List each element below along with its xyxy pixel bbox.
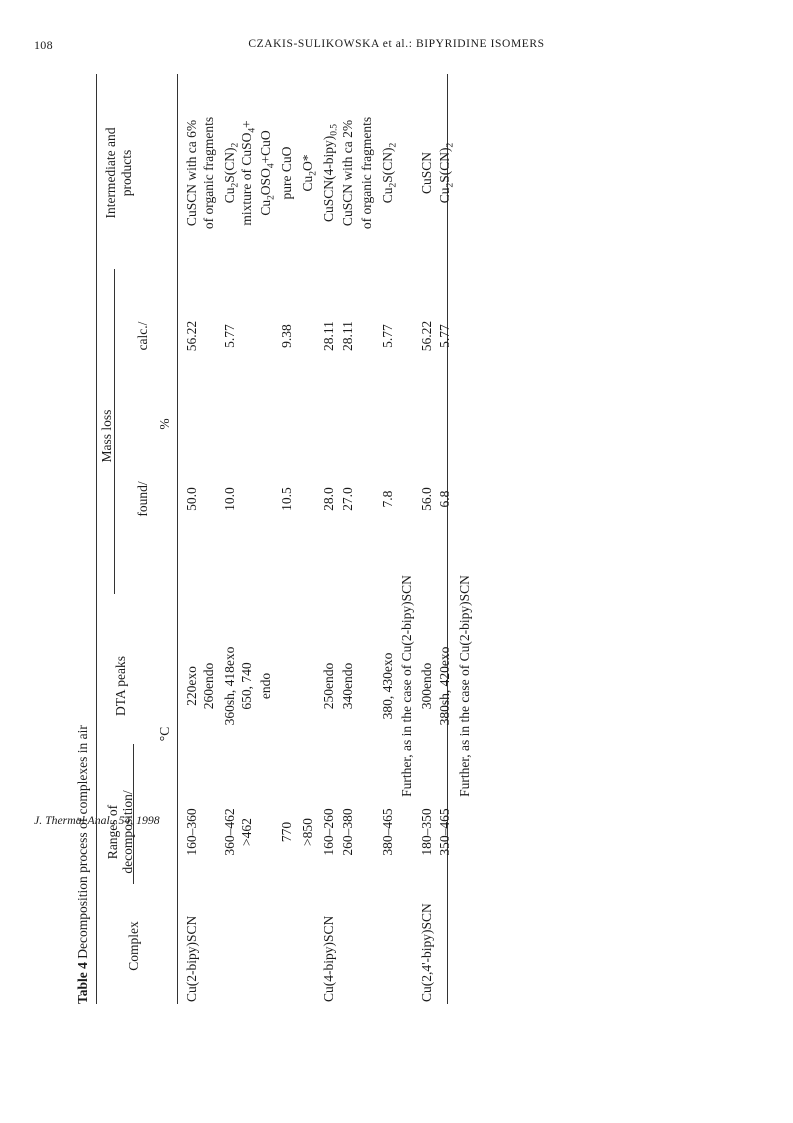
table-cell-product: $CuSCN(4-bipy)_{0.5}$ [321, 123, 340, 223]
table-cell-calc: 56.22 [184, 320, 199, 352]
table-cell-product: mixture of CuSO$_4$+ [239, 120, 258, 226]
table-cell-product: $Cu_2S(CN)_2$ [380, 142, 399, 204]
table-cell-found: 28.0 [321, 487, 336, 511]
table-cell-range: >850 [300, 818, 315, 846]
table-cell-dta: Further, as in the case of Cu(2-bipy)SCN [399, 575, 414, 797]
header-unit-temp: °C [157, 726, 172, 742]
header-complex: Complex [126, 921, 141, 971]
table-cell-calc: 28.11 [321, 321, 336, 351]
top-rule [96, 74, 97, 1004]
table-cell-range: 770 [279, 821, 294, 843]
table-cell-dta: 340endo [340, 662, 355, 710]
table-cell-found: 56.0 [419, 487, 434, 511]
table-caption-label: Table 4 [75, 962, 90, 1004]
header-ranges-1: Ranges of [105, 804, 120, 860]
table-cell-dta: 300endo [419, 662, 434, 710]
header-rule [177, 74, 178, 1004]
decomposition-table [70, 74, 472, 1004]
table-cell-found: 10.0 [222, 487, 237, 511]
table-cell-product: of organic fragments [359, 116, 374, 230]
table-cell-found: 50.0 [184, 487, 199, 511]
table-cell-product: $Cu_2OSO_4+CuO$ [258, 130, 277, 216]
table-cell-range: 260–380 [340, 808, 355, 856]
table-cell-calc: 28.11 [340, 321, 355, 351]
table-cell-range: 180–350 [419, 808, 434, 856]
table-cell-dta: 250endo [321, 662, 336, 710]
header-found: found/ [135, 481, 150, 517]
table-cell-product: CuSCN [419, 151, 434, 195]
table-cell-dta: 650, 740 [239, 662, 254, 710]
table-cell-dta: 360sh, 418exo [222, 646, 237, 726]
header-unit-pct: % [157, 418, 172, 430]
table-cell-product: CuSCN with ca 6% [184, 119, 199, 227]
table-cell-range: 360–462 [222, 808, 237, 856]
table-cell-found: 27.0 [340, 487, 355, 511]
table-cell-calc: 5.77 [437, 324, 452, 348]
table-cell-dta: 380sh, 420exo [437, 646, 452, 726]
table-cell-dta: 220exo [184, 666, 199, 706]
table-cell-calc: 56.22 [419, 320, 434, 352]
header-products-1: Intermediate and [103, 127, 118, 219]
table-cell-product: $Cu_2O*$ [300, 154, 319, 192]
table-cell-dta: endo [258, 672, 273, 700]
header-mass-loss: Mass loss [99, 409, 114, 463]
table-cell-complex: Cu(4-bipy)SCN [321, 915, 336, 1002]
table-cell-calc: 5.77 [380, 324, 395, 348]
table-cell-product: $Cu_2S(CN)_2$ [437, 142, 456, 204]
header-ranges-2: decomposition/ [120, 790, 135, 874]
running-header: CZAKIS-SULIKOWSKA et al.: BIPYRIDINE ISOMERS [248, 38, 545, 50]
table-cell-dta: 260endo [201, 662, 216, 710]
table-cell-range: 160–360 [184, 808, 199, 856]
table-cell-range: 380–465 [380, 808, 395, 856]
table-cell-product: of organic fragments [201, 116, 216, 230]
page-number: 108 [34, 38, 53, 52]
table-cell-product: pure CuO [279, 146, 294, 200]
header-products-2: products [119, 149, 134, 197]
table-cell-complex: Cu(2,4'-bipy)SCN [419, 903, 434, 1002]
header-calc: calc./ [135, 321, 150, 351]
table-cell-product: $Cu_2S(CN)_2$ [222, 142, 241, 204]
table-cell-complex: Cu(2-bipy)SCN [184, 915, 199, 1002]
table-cell-range: 350–465 [437, 808, 452, 856]
table-cell-range: 160–260 [321, 808, 336, 856]
table-cell-calc: 9.38 [279, 324, 294, 348]
header-dta: DTA peaks [113, 655, 128, 717]
table-cell-range: >462 [239, 818, 254, 846]
table-cell-found: 6.8 [437, 490, 452, 508]
journal-reference: J. Thermal Anal., 54, 1998 [34, 815, 160, 827]
table-cell-calc: 5.77 [222, 324, 237, 348]
mass-loss-rule [114, 269, 115, 594]
table-cell-dta: 380, 430exo [380, 652, 395, 720]
table-caption [75, 725, 91, 1004]
table-cell-product: CuSCN with ca 2% [340, 119, 355, 227]
table-cell-found: 10.5 [279, 487, 294, 511]
table-cell-dta: Further, as in the case of Cu(2-bipy)SCN [457, 575, 472, 797]
table-cell-found: 7.8 [380, 490, 395, 508]
table-caption-text: Decomposition process of complexes in air [75, 725, 90, 959]
bottom-rule [447, 74, 448, 1004]
